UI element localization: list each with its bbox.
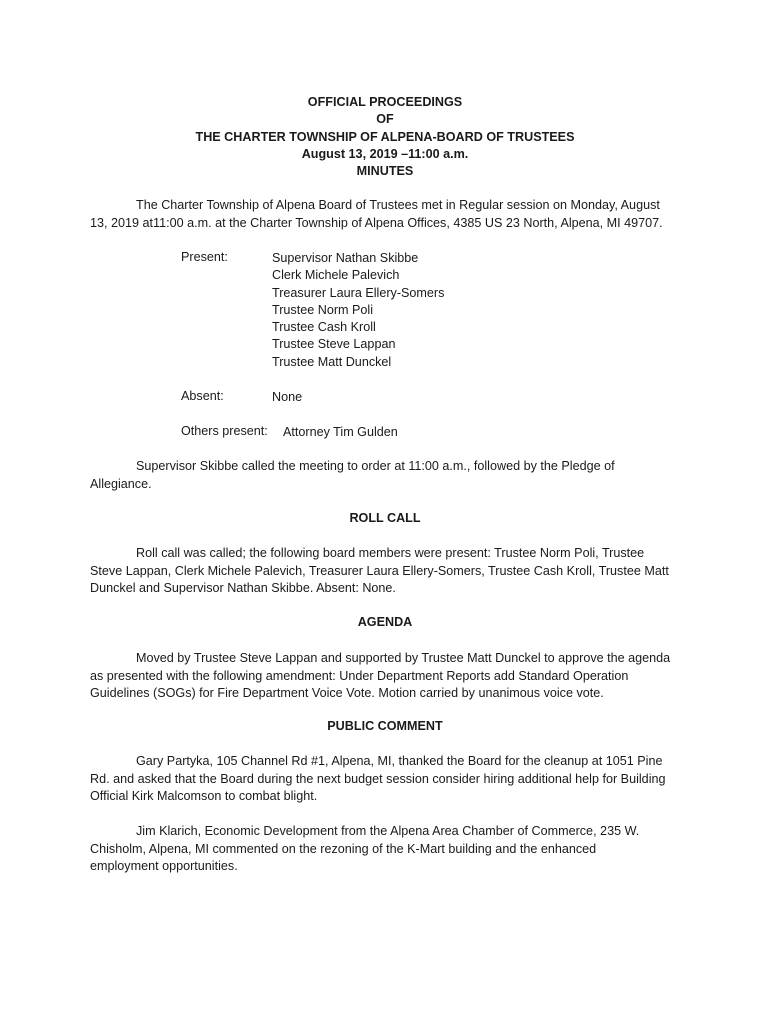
roll-call-line-1: Roll call was called; the following board members were present: Trustee Norm Poli, Trustee — [136, 546, 645, 560]
present-member: Trustee Norm Poli — [272, 302, 374, 317]
absent-value: None — [272, 390, 303, 404]
title-line-5: MINUTES — [356, 164, 414, 179]
roll-call-heading: ROLL CALL — [349, 511, 421, 525]
title-line-3: THE CHARTER TOWNSHIP OF ALPENA-BOARD OF TRUSTEES — [195, 129, 575, 144]
agenda-line-1: Moved by Trustee Steve Lappan and supported by Trustee Matt Dunckel to approve the agenda — [136, 651, 671, 665]
call-to-order-line-1: Supervisor Skibbe called the meeting to order at 11:00 a.m., followed by the Pledge of — [136, 459, 615, 473]
comment-2-line-2: Chisholm, Alpena, MI commented on the rezoning of the K-Mart building and the enhanced — [90, 841, 597, 856]
intro-line-2: 13, 2019 at11:00 a.m. at the Charter Township of Alpena Offices, 4385 US 23 North, Alpena, MI 49707. — [90, 215, 663, 230]
call-to-order-line-2: Allegiance. — [90, 476, 152, 491]
public-comment-paragraph-1 — [90, 753, 682, 806]
agenda-line-2: as presented with the following amendment: Under Department Reports add Standard Operation — [90, 668, 629, 683]
document-title-block — [0, 94, 770, 180]
comment-1-line-3: Official Kirk Malcomson to combat blight. — [90, 789, 318, 804]
present-member: Trustee Steve Lappan — [272, 337, 396, 352]
agenda-heading: AGENDA — [357, 615, 413, 629]
others-present-value: Attorney Tim Gulden — [283, 425, 398, 439]
title-line-1: OFFICIAL PROCEEDINGS — [307, 95, 463, 109]
roll-call-paragraph — [90, 545, 682, 598]
title-line-2: OF — [376, 112, 394, 127]
roll-call-line-3: Dunckel and Supervisor Nathan Skibbe. Absent: None. — [90, 581, 396, 596]
comment-2-line-1: Jim Klarich, Economic Development from the Alpena Area Chamber of Commerce, 235 W. — [136, 824, 640, 838]
meeting-date: August 13, 2019 –11:00 a.m. — [301, 146, 469, 161]
present-list — [272, 250, 444, 371]
absent-label: Absent: — [181, 389, 224, 403]
present-member: Clerk Michele Palevich — [272, 268, 400, 283]
others-present-label: Others present: — [181, 424, 268, 438]
call-to-order-paragraph — [90, 458, 682, 493]
public-comment-paragraph-2 — [90, 823, 682, 876]
present-member: Trustee Matt Dunckel — [272, 354, 392, 369]
comment-1-line-2: Rd. and asked that the Board during the next budget session consider hiring additional help for Building — [90, 771, 666, 786]
intro-paragraph — [90, 197, 682, 232]
present-member: Supervisor Nathan Skibbe — [272, 251, 419, 265]
comment-1-line-1: Gary Partyka, 105 Channel Rd #1, Alpena, MI, thanked the Board for the cleanup at 1051 Pine — [136, 754, 663, 768]
present-label: Present: — [181, 250, 228, 264]
intro-line-1: The Charter Township of Alpena Board of Trustees met in Regular session on Monday, August — [136, 198, 660, 212]
agenda-line-3: Guidelines (SOGs) for Fire Department Voice Vote. Motion carried by unanimous voice vote. — [90, 686, 604, 701]
comment-2-line-3: employment opportunities. — [90, 859, 238, 874]
public-comment-heading: PUBLIC COMMENT — [327, 719, 443, 733]
present-member: Trustee Cash Kroll — [272, 320, 376, 335]
agenda-paragraph — [90, 650, 682, 703]
roll-call-line-2: Steve Lappan, Clerk Michele Palevich, Treasurer Laura Ellery-Somers, Trustee Cash Kroll, Trustee Matt — [90, 563, 669, 578]
present-member: Treasurer Laura Ellery-Somers — [272, 285, 445, 300]
